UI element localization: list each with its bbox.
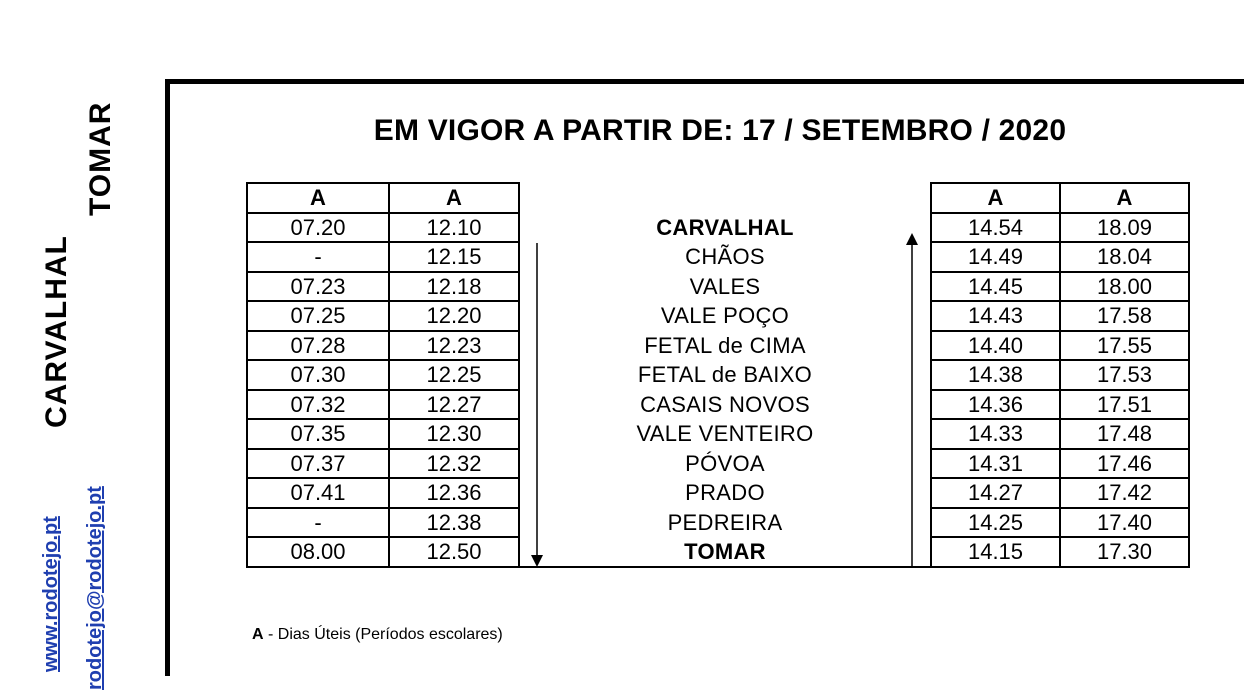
return-time-2: 17.53 — [1060, 360, 1189, 390]
frame-left-border — [165, 79, 170, 676]
return-time-2: 17.55 — [1060, 331, 1189, 361]
table-row — [247, 272, 1189, 302]
return-time-2: 17.46 — [1060, 449, 1189, 479]
return-time-2: 17.40 — [1060, 508, 1189, 538]
timetable — [246, 182, 1190, 568]
outbound-time-2: 12.15 — [389, 242, 519, 272]
return-time-1: 14.38 — [931, 360, 1060, 390]
return-time-1: 14.45 — [931, 272, 1060, 302]
outbound-time-2: 12.10 — [389, 213, 519, 243]
outbound-time-1: 07.25 — [247, 301, 389, 331]
table-row — [247, 301, 1189, 331]
stop-name: VALE VENTEIRO — [519, 419, 931, 449]
stop-name: CARVALHAL — [519, 213, 931, 243]
return-time-2: 17.42 — [1060, 478, 1189, 508]
outbound-time-1: 07.35 — [247, 419, 389, 449]
return-time-1: 14.49 — [931, 242, 1060, 272]
outbound-time-1: 07.37 — [247, 449, 389, 479]
outbound-time-2: 12.23 — [389, 331, 519, 361]
table-row — [247, 449, 1189, 479]
header-return-2: A — [1060, 183, 1189, 213]
outbound-time-1: 07.41 — [247, 478, 389, 508]
table-row — [247, 478, 1189, 508]
arrow-up-icon — [905, 233, 919, 567]
return-time-1: 14.31 — [931, 449, 1060, 479]
website-link[interactable]: www.rodotejo.pt — [40, 516, 62, 672]
return-time-2: 17.58 — [1060, 301, 1189, 331]
stop-name: CASAIS NOVOS — [519, 390, 931, 420]
route-origin-label: CARVALHAL — [40, 235, 73, 428]
outbound-time-1: - — [247, 242, 389, 272]
stop-name: FETAL de BAIXO — [519, 360, 931, 390]
outbound-time-1: 08.00 — [247, 537, 389, 567]
outbound-time-1: 07.28 — [247, 331, 389, 361]
footnote-text: - Dias Úteis (Períodos escolares) — [263, 626, 503, 643]
outbound-time-1: 07.20 — [247, 213, 389, 243]
outbound-time-2: 12.18 — [389, 272, 519, 302]
stop-name: VALES — [519, 272, 931, 302]
header-outbound-2: A — [389, 183, 519, 213]
return-time-1: 14.15 — [931, 537, 1060, 567]
outbound-time-2: 12.27 — [389, 390, 519, 420]
return-time-2: 18.09 — [1060, 213, 1189, 243]
stop-name: PEDREIRA — [519, 508, 931, 538]
outbound-time-2: 12.25 — [389, 360, 519, 390]
return-time-1: 14.36 — [931, 390, 1060, 420]
outbound-time-2: 12.50 — [389, 537, 519, 567]
header-outbound-1: A — [247, 183, 389, 213]
return-time-1: 14.27 — [931, 478, 1060, 508]
table-row — [247, 360, 1189, 390]
stop-name: CHÃOS — [519, 242, 931, 272]
stop-name: VALE POÇO — [519, 301, 931, 331]
outbound-time-1: 07.32 — [247, 390, 389, 420]
outbound-time-2: 12.20 — [389, 301, 519, 331]
arrow-down-icon — [530, 243, 544, 569]
outbound-time-2: 12.36 — [389, 478, 519, 508]
header-return-1: A — [931, 183, 1060, 213]
effective-date-heading: EM VIGOR A PARTIR DE: 17 / SETEMBRO / 2020 — [373, 114, 1067, 147]
outbound-time-2: 12.32 — [389, 449, 519, 479]
header-row — [247, 183, 1189, 213]
table-row — [247, 331, 1189, 361]
return-time-2: 17.48 — [1060, 419, 1189, 449]
table-row — [247, 537, 1189, 567]
stop-name: FETAL de CIMA — [519, 331, 931, 361]
stop-name: PÓVOA — [519, 449, 931, 479]
route-destination-label: TOMAR — [84, 101, 117, 216]
return-time-2: 18.00 — [1060, 272, 1189, 302]
footnote-key: A — [252, 626, 264, 643]
table-row — [247, 242, 1189, 272]
outbound-time-1: - — [247, 508, 389, 538]
outbound-time-2: 12.38 — [389, 508, 519, 538]
table-row — [247, 419, 1189, 449]
table-row — [247, 213, 1189, 243]
table-row — [247, 390, 1189, 420]
footnote — [252, 626, 503, 644]
return-time-1: 14.33 — [931, 419, 1060, 449]
return-time-1: 14.25 — [931, 508, 1060, 538]
table-row — [247, 508, 1189, 538]
return-time-2: 17.51 — [1060, 390, 1189, 420]
outbound-time-2: 12.30 — [389, 419, 519, 449]
return-time-1: 14.40 — [931, 331, 1060, 361]
return-time-2: 18.04 — [1060, 242, 1189, 272]
email-link[interactable]: rodotejo@rodotejo.pt — [84, 486, 106, 690]
stop-name: TOMAR — [519, 537, 931, 567]
outbound-time-1: 07.23 — [247, 272, 389, 302]
header-stops — [519, 183, 931, 213]
stop-name: PRADO — [519, 478, 931, 508]
return-time-2: 17.30 — [1060, 537, 1189, 567]
outbound-time-1: 07.30 — [247, 360, 389, 390]
return-time-1: 14.54 — [931, 213, 1060, 243]
return-time-1: 14.43 — [931, 301, 1060, 331]
frame-top-border — [165, 79, 1244, 84]
